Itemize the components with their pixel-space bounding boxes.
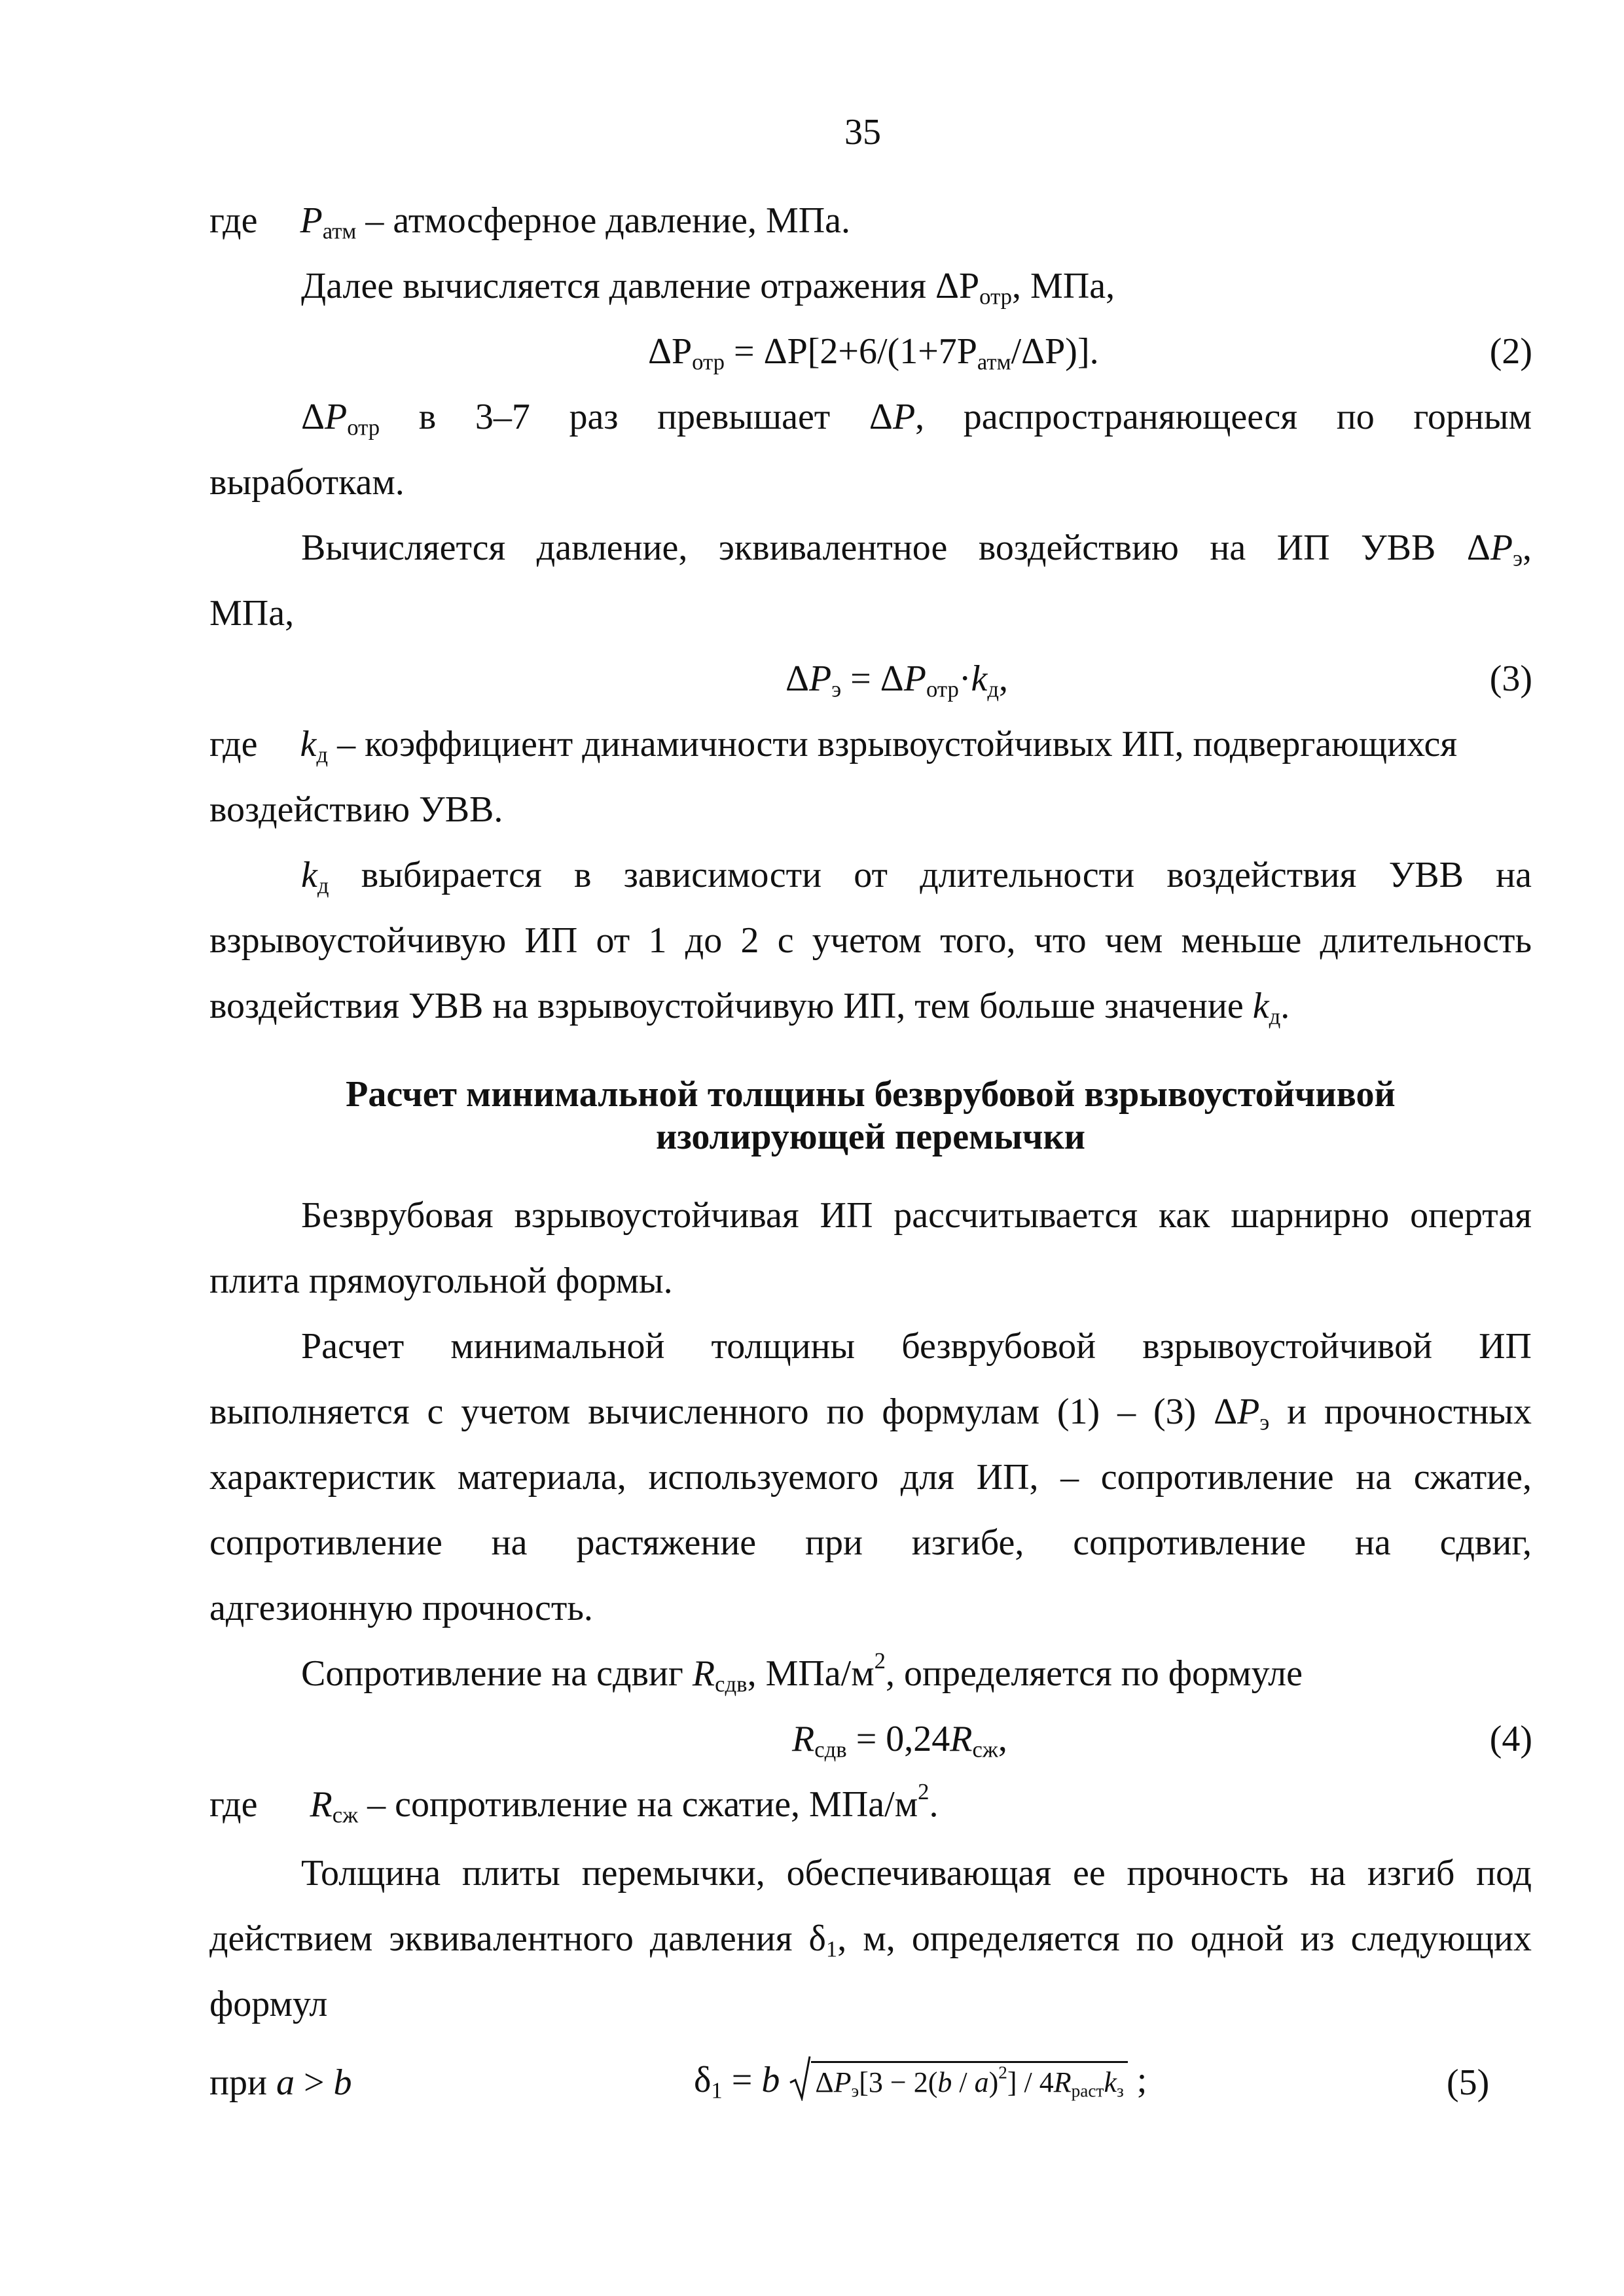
greater-value-line: воздействия УВВ на взрывоустойчивую ИП, тем больше значение $k_д$. <box>209 986 1290 1030</box>
thickness-line: Толщина плиты перемычки, обеспечивающая ее прочность на изгиб под <box>301 1853 1532 1893</box>
workings-line: выработкам. <box>209 462 405 503</box>
kd-chosen-line: $k_д$ выбирается в зависимости от длительности воздействия УВВ на <box>301 855 1532 899</box>
equivalent-pressure-line: Вычисляется давление, эквивалентное воздействию на ИП УВВ $\Delta P_э$, <box>301 528 1532 571</box>
equation-3-number: (3) <box>1489 658 1532 699</box>
equation-5-condition: при a > b <box>209 2062 352 2103</box>
calculation-line: Расчет минимальной толщины безврубовой взрывоустойчивой ИП <box>301 1326 1532 1367</box>
reflection-exceeds-line: $\Delta P_{отр}$ в 3–7 раз превышает ΔP, распространяющееся по горным <box>301 397 1532 440</box>
rectangular-plate-line: плита прямоугольной формы. <box>209 1261 673 1301</box>
shear-resistance-line: Сопротивление на сдвиг $R_{сдв}$, МПа/$м^2$, определяется по формуле <box>301 1647 1303 1697</box>
equation-2: $\Delta P_{отр} = \Delta P[2+6/(1+7P_{атм}/\Delta P)]$. <box>648 331 1099 375</box>
impact-line: воздействию УВВ. <box>209 789 503 830</box>
subscript: отр <box>979 283 1013 310</box>
where-p-atm-line <box>209 200 850 242</box>
adhesion-line: адгезионную прочность. <box>209 1588 593 1628</box>
where-word: где <box>209 200 258 241</box>
where-rsj-line: где $R_{сж}$ – сопротивление на сжатие, МПа/$м^2$. <box>209 1778 939 1828</box>
equation-4-number: (4) <box>1489 1719 1532 1759</box>
resistance-line: сопротивление на растяжение при изгибе, сопротивление на сдвиг, <box>209 1522 1532 1563</box>
reflection-pressure-line <box>301 265 1115 310</box>
radical-sign-icon <box>789 2055 811 2101</box>
equation-3: $\Delta P_э = \Delta P_{отр}\cdot k_д$, <box>785 658 1008 702</box>
section-heading-line1: Расчет минимальной толщины безврубовой взрывоустойчивой <box>346 1074 1396 1115</box>
explosion-proof-line: взрывоустойчивую ИП от 1 до 2 с учетом того, что чем меньше длительность <box>209 920 1532 961</box>
where-kd-line: где $k_д$ – коэффициент динамичности взрывоустойчивых ИП, подвергающихся <box>209 724 1458 768</box>
hinged-plate-line: Безврубовая взрывоустойчивая ИП рассчитывается как шарнирно опертая <box>301 1195 1532 1236</box>
equation-5-number: (5) <box>1447 2062 1490 2103</box>
definition-text: – атмосферное давление, МПа. <box>356 200 851 241</box>
characteristics-line: характеристик материала, используемого для ИП, – сопротивление на сжатие, <box>209 1457 1532 1498</box>
formulas-line: выполняется с учетом вычисленного по формулам (1) – (3) $\Delta P_э$ и прочностных <box>209 1391 1532 1435</box>
symbol-p: P <box>300 200 323 241</box>
page-number: 35 <box>844 112 881 152</box>
equation-4: $R_{сдв} = 0,24R_{сж}$, <box>792 1719 1007 1763</box>
section-heading-line2: изолирующей перемычки <box>655 1117 1086 1157</box>
equation-5: $\delta_1 = b$ $\Delta P_э[3 - 2(b / a)^2] / 4R_{раст}k_з$ ; <box>694 2055 1147 2101</box>
square-root: $\Delta P_э[3 - 2(b / a)^2] / 4R_{раст}k_з$ <box>789 2055 1127 2101</box>
equation-2-number: (2) <box>1489 331 1532 372</box>
formulas-word-line: формул <box>209 1984 328 2024</box>
equivalent-action-line: действием эквивалентного давления $\delta_1$, м, определяется по одной из следующих <box>209 1918 1532 1962</box>
text-tail: , МПа, <box>1012 266 1115 306</box>
mpa-line: МПа, <box>209 593 295 634</box>
text: Далее вычисляется давление отражения ΔP <box>301 266 980 306</box>
subscript: атм <box>322 218 357 244</box>
